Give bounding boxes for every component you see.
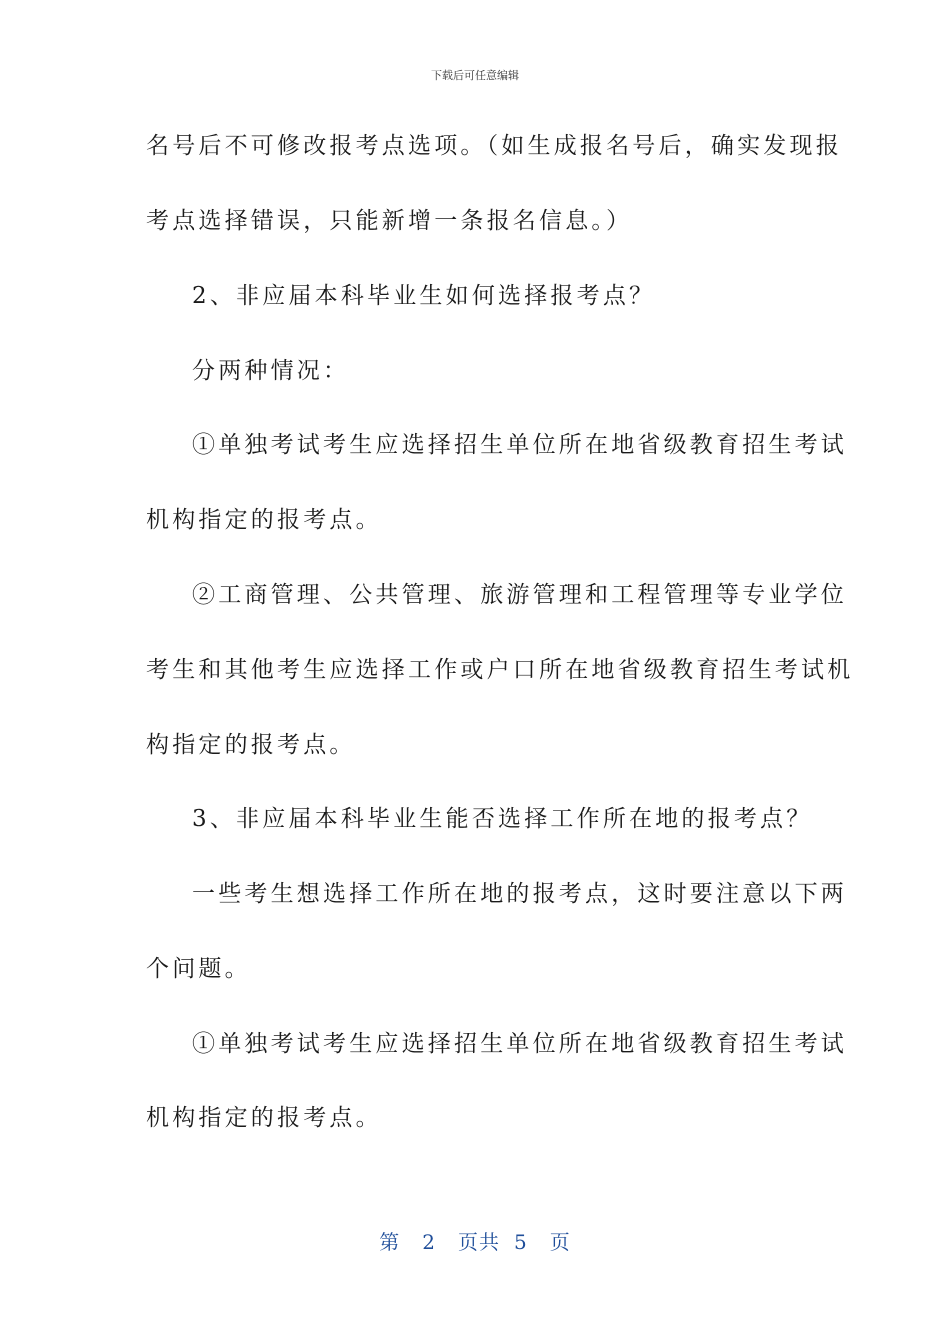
footer-label-total: 页共 [458,1230,500,1254]
footer-label-end: 页 [549,1230,571,1254]
text-line: 分两种情况： [192,358,350,384]
list-item-1: ①单独考试考生应选择招生单位所在地省级教育招生考试 [192,432,847,458]
text-line: 机构指定的报考点。 [146,507,382,533]
text-line: 考点选择错误，只能新增一条报名信息。） [146,208,633,234]
text-line: 一些考生想选择工作所在地的报考点，这时要注意以下两 [192,881,847,907]
section-heading-3: 3、非应届本科毕业生能否选择工作所在地的报考点？ [192,806,813,832]
text-line: 构指定的报考点。 [146,732,356,758]
list-item-1: ①单独考试考生应选择招生单位所在地省级教育招生考试 [192,1031,847,1057]
section-heading-2: 2、非应届本科毕业生如何选择报考点？ [192,283,656,309]
text-line: 考生和其他考生应选择工作或户口所在地省级教育招生考试机 [146,657,854,683]
page-header: 下载后可任意编辑 [431,69,519,82]
text-line: 名号后不可修改报考点选项。（如生成报名号后，确实发现报 [146,133,842,159]
text-line: 个问题。 [146,956,251,982]
total-pages-number: 5 [514,1230,528,1254]
page-footer [0,1226,950,1255]
text-line: 机构指定的报考点。 [146,1105,382,1131]
list-item-2: ②工商管理、公共管理、旅游管理和工程管理等专业学位 [192,582,847,608]
current-page-number: 2 [422,1230,436,1254]
footer-label-page: 第 [379,1230,401,1254]
